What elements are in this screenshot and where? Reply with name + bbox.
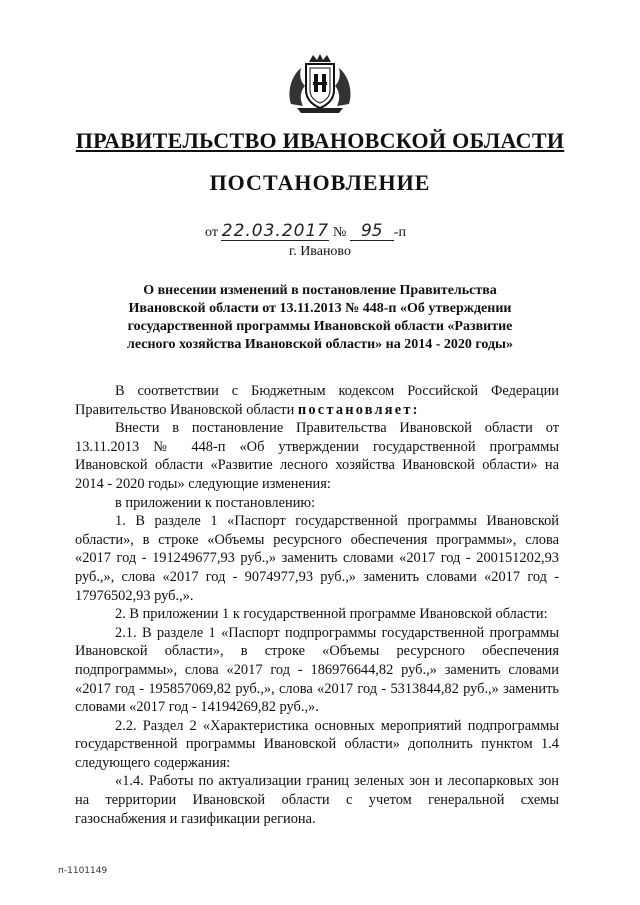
paragraph: «1.4. Работы по актуализации границ зеленых зон и лесопарковых зон на территории Ивановской области с учетом генеральной схемы газоснабжения и газификации региона. xyxy=(75,773,559,827)
paragraph: в приложении к постановлению: xyxy=(115,494,316,511)
paragraph: 2.1. В разделе 1 «Паспорт подпрограммы государственной программы Ивановской области», в строке «Объемы ресурсного обеспечения подпрограммы», слова «2017 год - 186976644,82 руб.,» заменить словами «2017 год - 195857069,82 руб.,», слова «2017 год - 5313844,82 руб.,» заменить словами «2017 год - 14194269,82 руб.,». xyxy=(75,624,559,716)
subject-line: лесного хозяйства Ивановской области» на 2014 - 2020 годы» xyxy=(127,337,513,352)
paragraph: 2. В приложении 1 к государственной программе Ивановской области: xyxy=(115,606,548,623)
coat-of-arms-icon xyxy=(285,52,355,114)
government-title: ПРАВИТЕЛЬСТВО ИВАНОВСКОЙ ОБЛАСТИ xyxy=(75,128,565,153)
number-suffix: -п xyxy=(393,225,406,240)
city: г. Иваново xyxy=(289,244,351,259)
subject-line: Ивановской области от 13.11.2013 № 448-п «Об утверждении xyxy=(128,301,512,316)
decree-word: постановляет: xyxy=(297,401,420,418)
paragraph: 2.2. Раздел 2 «Характеристика основных мероприятий подпрограммы государственной программы Ивановской области» дополнить пунктом 1.4 следующего содержания: xyxy=(75,717,559,771)
document-body xyxy=(75,382,559,828)
date-number-line xyxy=(205,222,406,241)
paragraph: 1. В разделе 1 «Паспорт государственной программы Ивановской области», в строке «Объемы ресурсного обеспечения программы», слова «2017 год - 191249677,93 руб.,» заменить словами «2017 год - 200151202,93 руб.,», слова «2017 год - 9074977,93 руб.,» заменить словами «2017 год - 17976502,93 руб.,». xyxy=(75,513,559,604)
preamble-text: В соответствии с Бюджетным кодексом Российской Федерации Правительство Ивановской области xyxy=(75,383,559,418)
document-code: п-1101149 xyxy=(58,866,108,876)
handwritten-date: 22.03.2017 xyxy=(221,221,330,241)
paragraph: Внести в постановление Правительства Ивановской области от 13.11.2013 № 448-п «Об утверждении государственной программы Ивановской области «Развитие лесного хозяйства Ивановской области» на 2014 - 2020 годы» следующие изменения: xyxy=(75,420,559,492)
from-label: от xyxy=(205,225,218,240)
document-type-title: ПОСТАНОВЛЕНИЕ xyxy=(209,170,431,195)
paragraph xyxy=(75,382,559,419)
subject-line: О внесении изменений в постановление Правительства xyxy=(143,283,497,298)
number-label: № xyxy=(332,225,347,240)
handwritten-number: 95 xyxy=(350,222,394,241)
subject-line: государственной программы Ивановской области «Развитие xyxy=(127,319,513,334)
document-subject xyxy=(95,282,545,354)
